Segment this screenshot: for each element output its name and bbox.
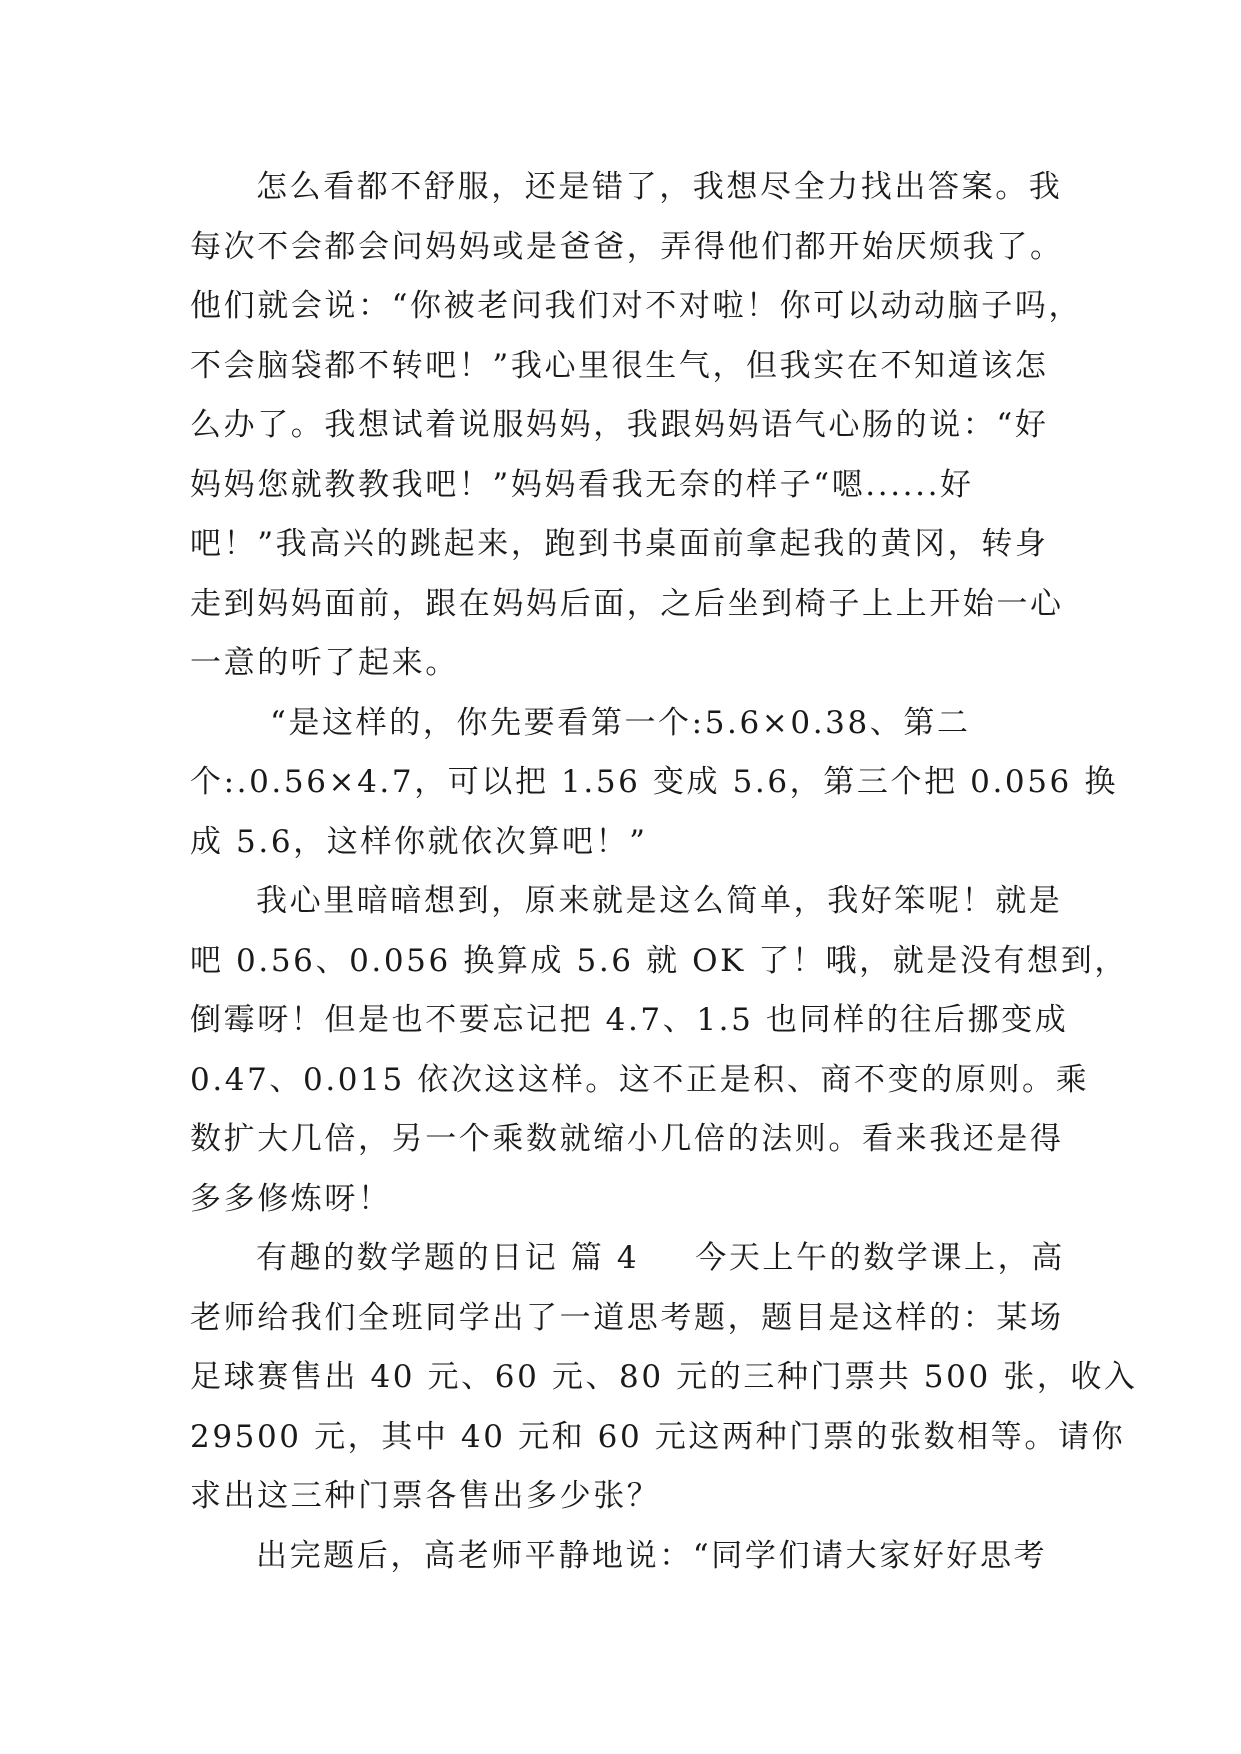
text-line: 每次不会都会问妈妈或是爸爸，弄得他们都开始厌烦我了。 — [190, 228, 1064, 265]
section-heading: 有趣的数学题的日记 篇 4 — [256, 1240, 640, 1276]
text-line: 倒霉呀！但是也不要忘记把 4.7、1.5 也同样的往后挪变成 — [190, 1002, 1069, 1038]
text-line: 走到妈妈面前，跟在妈妈后面，之后坐到椅子上上开始一心 — [190, 585, 1064, 622]
text-line: 成 5.6，这样你就依次算吧！” — [190, 823, 648, 860]
text-line-with-heading — [190, 1229, 1070, 1289]
text-line: 足球赛售出 40 元、60 元、80 元的三种门票共 500 张，收入 — [190, 1359, 1138, 1395]
text-line: 老师给我们全班同学出了一道思考题，题目是这样的：某场 — [190, 1299, 1064, 1336]
text-line: 数扩大几倍，另一个乘数就缩小几倍的法则。看来我还是得 — [190, 1121, 1064, 1157]
section-opening: 今天上午的数学课上，高 — [695, 1240, 1065, 1276]
text-line: 妈妈您就教教我吧！”妈妈看我无奈的样子“嗯......好 — [190, 466, 974, 503]
text-line: 求出这三种门票各售出多少张？ — [190, 1478, 661, 1514]
text-line: 个:.0.56×4.7，可以把 1.56 变成 5.6，第三个把 0.056 换 — [190, 764, 1118, 800]
text-line: 他们就会说：“你被老问我们对不对啦！你可以动动脑子吗， — [190, 288, 1083, 324]
text-line: 多多修炼呀！ — [190, 1180, 392, 1217]
text-line: 吧！”我高兴的跳起来，跑到书桌面前拿起我的黄冈，转身 — [190, 526, 1049, 562]
text-line: 么办了。我想试着说服妈妈，我跟妈妈语气心肠的说：“好 — [190, 407, 1049, 443]
text-line: 我心里暗暗想到，原来就是这么简单，我好笨呢！就是 — [256, 883, 1063, 919]
text-line: 怎么看都不舒服，还是错了，我想尽全力找出答案。我 — [256, 169, 1063, 205]
text-line: 一意的听了起来。 — [190, 645, 459, 681]
body-text — [190, 158, 1138, 1586]
text-line: 出完题后，高老师平静地说：“同学们请大家好好思考 — [256, 1537, 1048, 1574]
text-line: “是这样的，你先要看第一个:5.6×0.38、第二 — [270, 704, 971, 741]
text-line: 吧 0.56、0.056 换算成 5.6 就 OK 了！哦，就是没有想到， — [190, 942, 1128, 979]
text-line: 29500 元，其中 40 元和 60 元这两种门票的张数相等。请你 — [190, 1418, 1126, 1455]
text-line: 0.47、0.015 依次这这样。这不正是积、商不变的原则。乘 — [190, 1061, 1090, 1098]
text-line: 不会脑袋都不转吧！”我心里很生气，但我实在不知道该怎 — [190, 347, 1049, 384]
